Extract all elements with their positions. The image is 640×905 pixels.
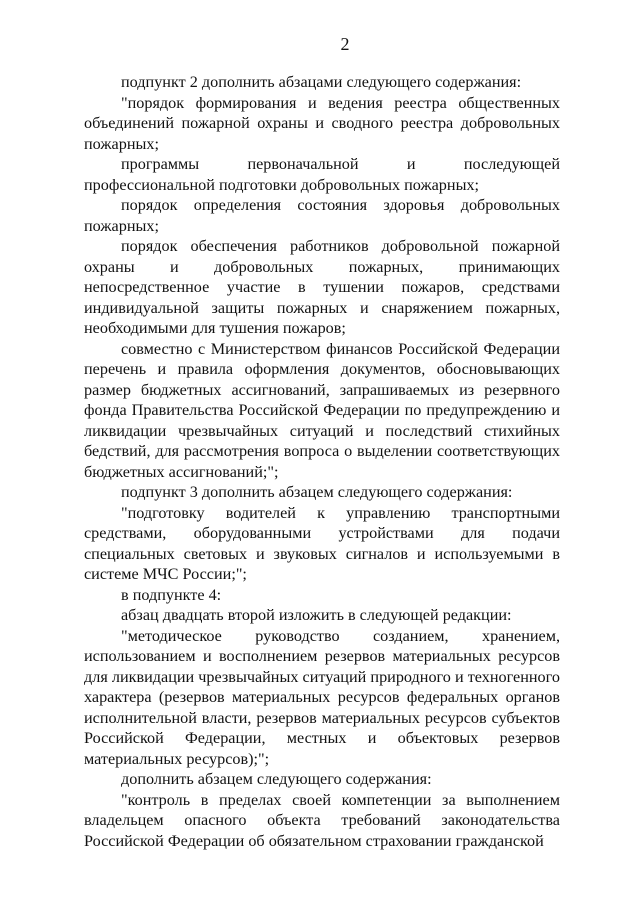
paragraph: совместно с Министерством финансов Российской Федерации перечень и правила оформления документов, обосновывающих размер бюджетных ассигнований, запрашиваемых из резервного фонда Правительства Российской Федерации по предупреждению и ликвидации чрезвычайных ситуаций и последствий стихийных бедствий, для рассмотрения вопроса о выделении соответствующих бюджетных ассигнований;"; (84, 339, 560, 481)
document-body (84, 72, 560, 851)
paragraph: подпункт 3 дополнить абзацем следующего содержания: (121, 483, 513, 501)
paragraph: "порядок формирования и ведения реестра общественных объединений пожарной охраны и сводного реестра добровольных пожарных; (84, 93, 560, 153)
paragraph: программы первоначальной и последующей профессиональной подготовки добровольных пожарных; (84, 155, 560, 194)
page-number: 2 (340, 34, 350, 54)
paragraph: "подготовку водителей к управлению транспортными средствами, оборудованными устройствами для подачи специальных световых и звуковых сигналов и используемыми в системе МЧС России;"; (84, 503, 560, 583)
paragraph: в подпункте 4: (121, 585, 222, 604)
paragraph: "контроль в пределах своей компетенции за выполнением владельцем опасного объекта требований законодательства Российской Федерации об обязательном страховании гражданской (84, 790, 560, 850)
paragraph: абзац двадцать второй изложить в следующей редакции: (121, 606, 512, 624)
paragraph: порядок определения состояния здоровья добровольных пожарных; (84, 196, 560, 235)
paragraph: порядок обеспечения работников добровольной пожарной охраны и добровольных пожарных, принимающих непосредственное участие в тушении пожаров, средствами индивидуальной защиты пожарных и снаряжением пожарных, необходимыми для тушения пожаров; (84, 237, 560, 337)
paragraph: дополнить абзацем следующего содержания: (121, 770, 432, 788)
paragraph: подпункт 2 дополнить абзацами следующего содержания: (121, 73, 522, 91)
paragraph: "методическое руководство созданием, хранением, использованием и восполнением резервов материальных ресурсов для ликвидации чрезвычайных ситуаций природного и техногенного характера (резервов материальных ресурсов федеральных органов исполнительной власти, резервов материальных ресурсов субъектов Российской Федерации, местных и объектовых резервов материальных ресурсов);"; (84, 626, 560, 768)
